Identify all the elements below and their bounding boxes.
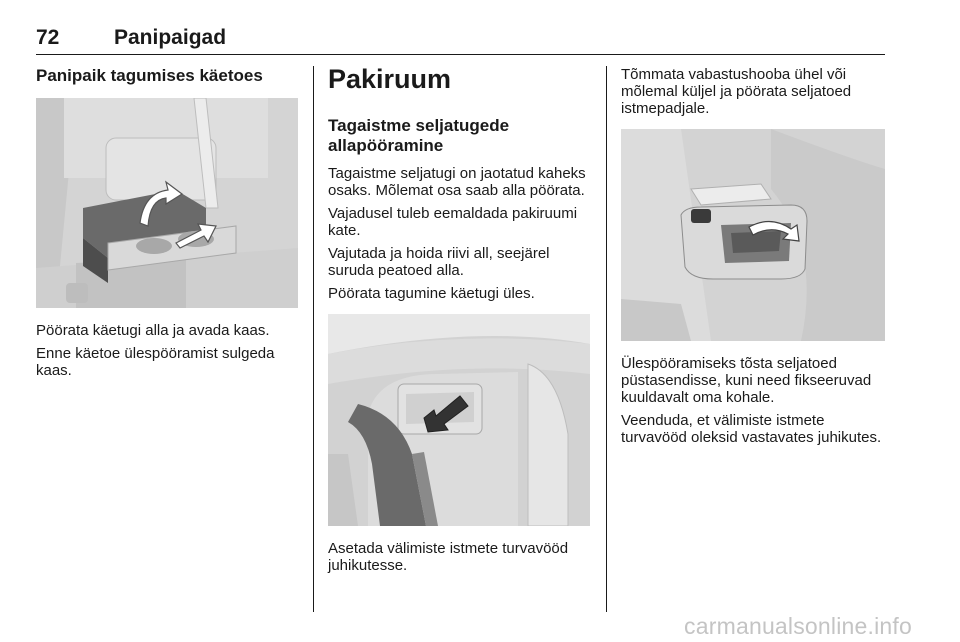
fold-paragraph-3: Vajutada ja hoida riivi all, seejärel suruda peatoed alla. <box>328 245 550 279</box>
column-2 <box>328 62 594 580</box>
fold-paragraph-1: Tagaistme seljatugi on jaotatud kaheks osaks. Mõlemat osa saab alla pöörata. <box>328 165 586 199</box>
armrest-cupholder-illustration <box>36 98 298 308</box>
column-divider-1 <box>313 66 314 612</box>
watermark: carmanualsonline.info <box>684 613 912 639</box>
fold-paragraph-4: Pöörata tagumine käetugi üles. <box>328 285 535 302</box>
seatbelt-guide-illustration <box>328 314 590 526</box>
belt-check-paragraph: Veenduda, et välimiste istmete turvavööd oleksid vastavates juhikutes. <box>621 412 882 446</box>
column-3 <box>621 66 886 452</box>
fold-paragraph-2: Vajadusel tuleb eemaldada pakiruumi kate. <box>328 205 578 239</box>
column-divider-2 <box>606 66 607 612</box>
fold-down-subtitle: Tagaistme seljatugede allapööramine <box>328 116 510 155</box>
luggage-compartment-title: Pakiruum <box>328 64 452 94</box>
raise-paragraph: Ülespööramiseks tõsta seljatoed püstasendisse, kuni need fikseeruvad kuuldavalt oma kohale. <box>621 355 872 406</box>
header-rule <box>36 54 885 55</box>
column-1 <box>36 66 300 385</box>
armrest-paragraph-1: Pöörata käetugi alla ja avada kaas. <box>36 322 270 339</box>
release-paragraph: Tõmmata vabastushooba ühel või mõlemal küljel ja pöörata seljatoed istmepadjale. <box>621 66 852 117</box>
page-number: 72 <box>36 26 60 49</box>
release-lever-illustration <box>621 129 885 341</box>
section-title: Panipaigad <box>114 26 227 49</box>
armrest-paragraph-2: Enne käetoe ülespööramist sulgeda kaas. <box>36 345 275 379</box>
armrest-heading: Panipaik tagumises käetoes <box>36 66 263 85</box>
seatbelt-paragraph: Asetada välimiste istmete turvavööd juhikutesse. <box>328 540 569 574</box>
